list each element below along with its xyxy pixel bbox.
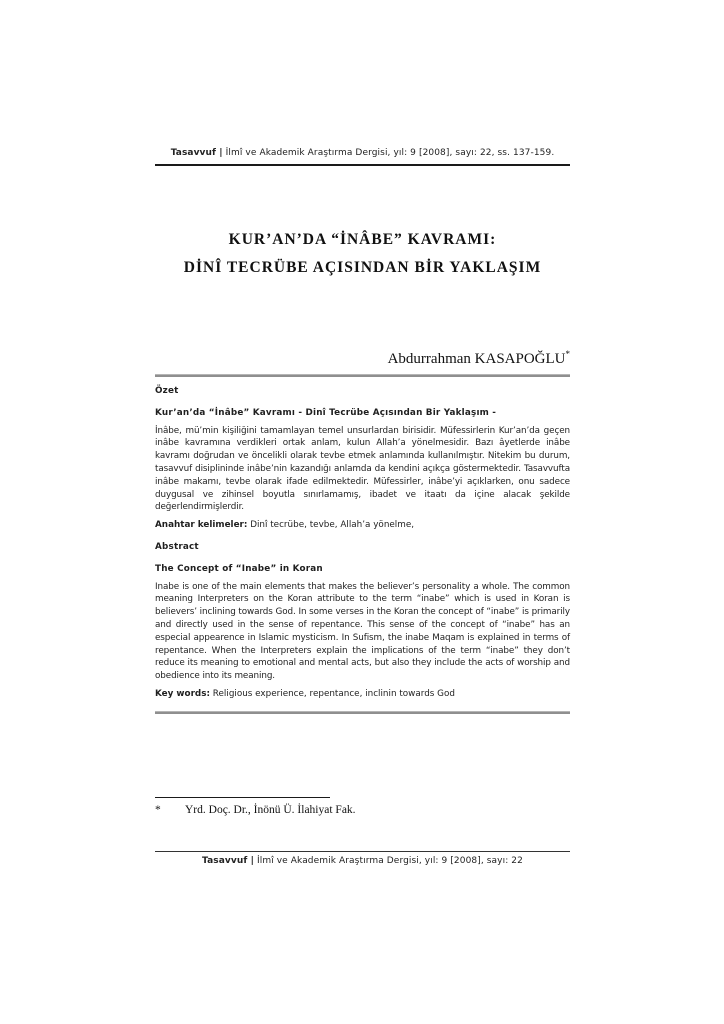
page-header	[155, 148, 570, 158]
abstract-region	[155, 374, 570, 714]
header-journal-info: İlmî ve Akademik Araştırma Dergisi, yıl: 9 [2008], sayı: 22, ss. 137-159.	[222, 148, 555, 158]
page-footer	[155, 856, 570, 866]
footer-journal-info: İlmî ve Akademik Araştırma Dergisi, yıl: 9 [2008], sayı: 22	[254, 856, 523, 866]
abstract-keywords-label: Key words:	[155, 688, 210, 699]
header-journal-name: Tasavvuf |	[170, 148, 223, 158]
abstract-body: Inabe is one of the main elements that makes the believer’s personality a whole. The common meaning Interpreters on the Koran attribute to the term “inabe” which is used in Koran is believers’ inclining towards God. In some verses in the Koran the concept of “inabe” is primarily and directly used in the sense of repentance. This sense of the concept of “inabe” has an especial appearence in Islamic mysticism. In Sufism, the inabe Maqam is explained in terms of repentance. When the Interpreters explain the implications of the term “inabe” they don’t reduce its meaning to emotional and mental acts, but also they include the acts of worship and obedience into its meaning.	[155, 581, 570, 682]
abstract-subheading: The Concept of “Inabe” in Koran	[155, 563, 323, 574]
footnote	[155, 804, 570, 816]
abstract-keywords	[155, 688, 570, 701]
abstract-keywords-list: Religious experience, repentance, inclinin towards God	[210, 688, 455, 699]
article-title-line1: KUR’AN’DA “İNÂBE” KAVRAMI:	[228, 231, 497, 248]
abstract-heading: Abstract	[155, 541, 199, 552]
author-footnote-mark: *	[565, 349, 570, 359]
article-title	[155, 226, 570, 282]
ozet-keywords	[155, 519, 570, 532]
ozet-subheading: Kur’an’da “İnâbe” Kavramı - Dinî Tecrübe Açısından Bir Yaklaşım -	[155, 407, 497, 418]
footnote-mark: *	[155, 804, 161, 816]
ozet-keywords-label: Anahtar kelimeler:	[155, 520, 248, 531]
footnote-rule	[155, 797, 330, 798]
header-rule	[155, 164, 570, 166]
author-line	[155, 349, 570, 368]
article-title-line2: DİNÎ TECRÜBE AÇISINDAN BİR YAKLAŞIM	[183, 259, 542, 276]
footer-journal-name: Tasavvuf |	[202, 856, 255, 866]
footnote-text: Yrd. Doç. Dr., İnönü Ü. İlahiyat Fak.	[185, 804, 356, 816]
author-name: Abdurrahman KASAPOĞLU	[387, 351, 566, 367]
abstract-bottom-rule	[155, 711, 570, 714]
ozet-body: İnâbe, mü’min kişiliğini tamamlayan temel unsurlardan birisidir. Müfessirlerin Kur’an’da geçen inâbe kavramına verdikleri ortak anlam, kulun Allah’a yönelmesidir. Bazı âyetlerde inâbe kavramı doğrudan ve öncelikli olarak tevbe etmek anlamında kullanılmıştır. Nitekim bu durum, tasavvuf disiplininde inâbe’nin kazandığı anlamda da kendini açıkça göstermektedir. Tasavvufta inâbe makamı, tevbe olarak ifade edilmektedir. Müfessirler, inâbe’yi açıklarken, onu sadece duygusal ve zihinsel boyutla sınırlamamış, ibadet ve itaatı da içine alacak şekilde değerlendirmişlerdir.	[155, 425, 570, 513]
abstract-top-rule	[155, 374, 570, 377]
ozet-heading: Özet	[155, 386, 179, 396]
footer-rule	[155, 851, 570, 852]
ozet-keywords-list: Dinî tecrübe, tevbe, Allah’a yönelme,	[247, 520, 415, 531]
